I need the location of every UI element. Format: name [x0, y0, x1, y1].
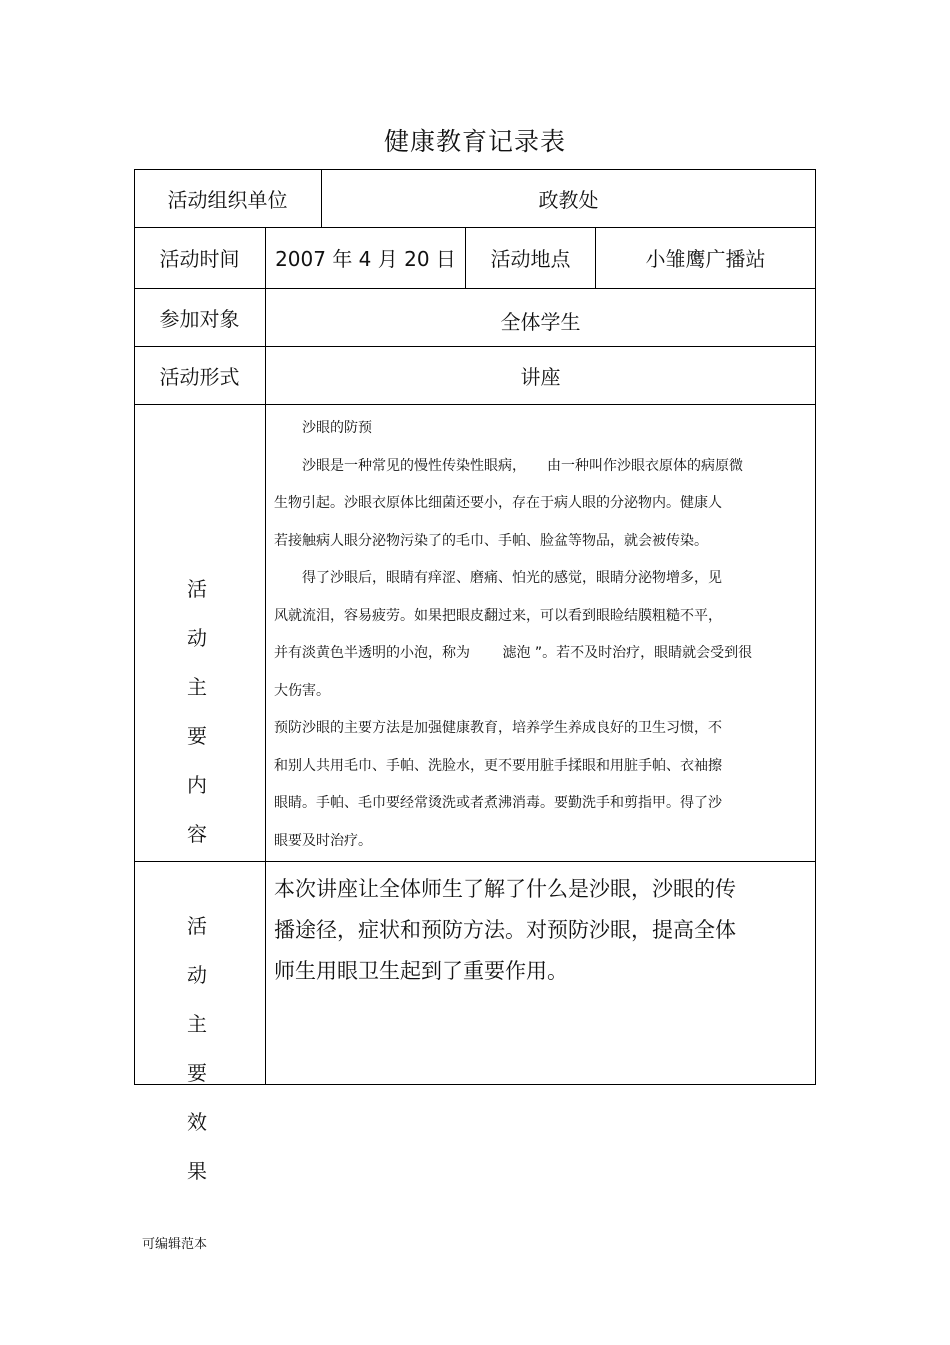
table-border-right: [815, 169, 816, 1085]
organizer-value: 政教处: [538, 187, 599, 212]
effect-section-label: [160, 902, 250, 1196]
effect-line: 播途径，症状和预防方法。对预防沙眼，提高全体: [274, 918, 736, 942]
participants-value: 全体学生: [500, 309, 581, 334]
participants-label: 参加对象: [159, 306, 240, 331]
content-line: 和别人共用毛巾、手帕、洗脸水，更不要用脏手揉眼和用脏手帕、衣袖擦: [274, 757, 722, 774]
footer-note: 可编辑范本: [142, 1237, 208, 1252]
row-divider: [134, 404, 816, 405]
content-line: 眼要及时治疗。: [274, 832, 372, 849]
content-text: [274, 410, 794, 860]
time-label: 活动时间: [159, 247, 240, 271]
content-line: 得了沙眼后，眼睛有痒涩、磨痛、怕光的感觉，眼睛分泌物增多，见: [274, 570, 722, 586]
format-label: 活动形式: [159, 364, 240, 389]
content-line: 生物引起。沙眼衣原体比细菌还要小，存在于病人眼的分泌物内。健康人: [274, 495, 722, 511]
content-label-line: 主 要: [187, 675, 223, 748]
content-label-line: 内 容: [187, 773, 223, 846]
content-line: 眼睛。手帕、毛巾要经常烫洗或者煮沸消毒。要勤洗手和剪指甲。得了沙: [274, 795, 722, 811]
organizer-label: 活动组织单位: [167, 187, 288, 212]
format-value: 讲座: [520, 364, 561, 389]
effect-label-line: 效 果: [187, 1110, 223, 1183]
content-label-line: 活 动: [187, 577, 223, 650]
effect-text: [274, 869, 804, 992]
effect-line: 本次讲座让全体师生了解了什么是沙眼，沙眼的传: [274, 877, 736, 901]
effect-label-line: 主 要: [187, 1012, 223, 1085]
effect-line: 师生用眼卫生起到了重要作用。: [274, 959, 568, 983]
content-line: 沙眼是一种常见的慢性传染性眼病， 由一种叫作沙眼衣原体的病原微: [274, 457, 743, 474]
place-label: 活动地点: [490, 247, 571, 271]
content-line: 沙眼的防预: [274, 420, 372, 436]
content-line: 风就流泪，容易疲劳。如果把眼皮翻过来，可以看到眼睑结膜粗糙不平，: [274, 607, 722, 624]
place-value: 小雏鹰广播站: [645, 247, 766, 271]
content-line: 若接触病人眼分泌物污染了的毛巾、手帕、脸盆等物品，就会被传染。: [274, 532, 708, 549]
time-value: 2007 年 4 月 20 日: [275, 247, 456, 271]
content-line: 大伤害。: [274, 682, 330, 699]
content-section-label: [160, 565, 250, 859]
effect-label-line: 活 动: [187, 914, 223, 987]
row-divider: [134, 861, 816, 862]
page-title: 健康教育记录表: [383, 127, 566, 156]
content-line: 并有淡黄色半透明的小泡，称为 滤泡 ”。若不及时治疗，眼睛就会受到很: [274, 645, 753, 661]
content-line: 预防沙眼的主要方法是加强健康教育，培养学生养成良好的卫生习惯，不: [274, 720, 722, 736]
